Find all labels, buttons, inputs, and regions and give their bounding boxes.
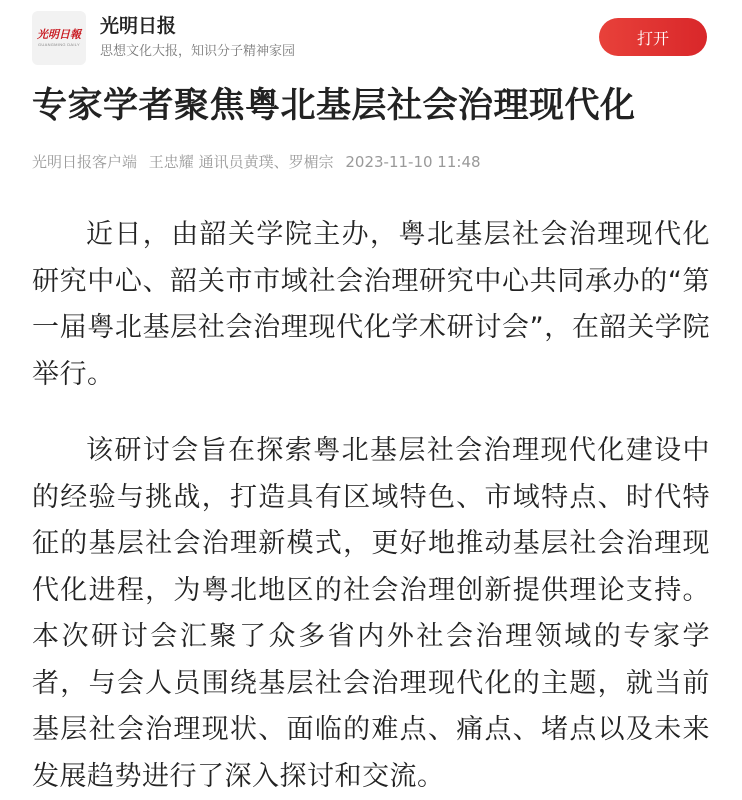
- article-authors: 王忠耀 通讯员黄璞、罗楣宗: [148, 153, 334, 171]
- article-paragraph: 近日，由韶关学院主办，粤北基层社会治理现代化研究中心、韶关市市域社会治理研究中心共同承办的“第一届粤北基层社会治理现代化学术研讨会”，在韶关学院举行。: [32, 219, 710, 390]
- logo-mark: 光明日報: [37, 28, 81, 41]
- article-datetime: 2023-11-10 11:48: [345, 153, 481, 171]
- article-body: [32, 212, 710, 800]
- app-slogan: 思想文化大报，知识分子精神家园: [100, 44, 296, 59]
- article-title: 专家学者聚焦粤北基层社会治理现代化: [32, 86, 636, 126]
- app-name: 光明日报: [100, 15, 177, 37]
- article-meta: [32, 151, 481, 173]
- logo-subtitle: GUANGMING DAILY: [38, 42, 80, 47]
- article-paragraph: 该研讨会旨在探索粤北基层社会治理现代化建设中的经验与挑战，打造具有区域特色、市域特点、时代特征的基层社会治理新模式，更好地推动基层社会治理现代化进程，为粤北地区的社会治理创新提供理论支持。本次研讨会汇聚了众多省内外社会治理领域的专家学者，与会人员围绕基层社会治理现代化的主题，就当前基层社会治理现状、面临的难点、痛点、堵点以及未来发展趋势进行了深入探讨和交流。: [32, 435, 710, 792]
- app-download-banner: [0, 0, 742, 76]
- app-logo: [32, 11, 86, 65]
- article-source: 光明日报客户端: [32, 153, 138, 171]
- open-app-button[interactable]: 打开: [599, 18, 707, 56]
